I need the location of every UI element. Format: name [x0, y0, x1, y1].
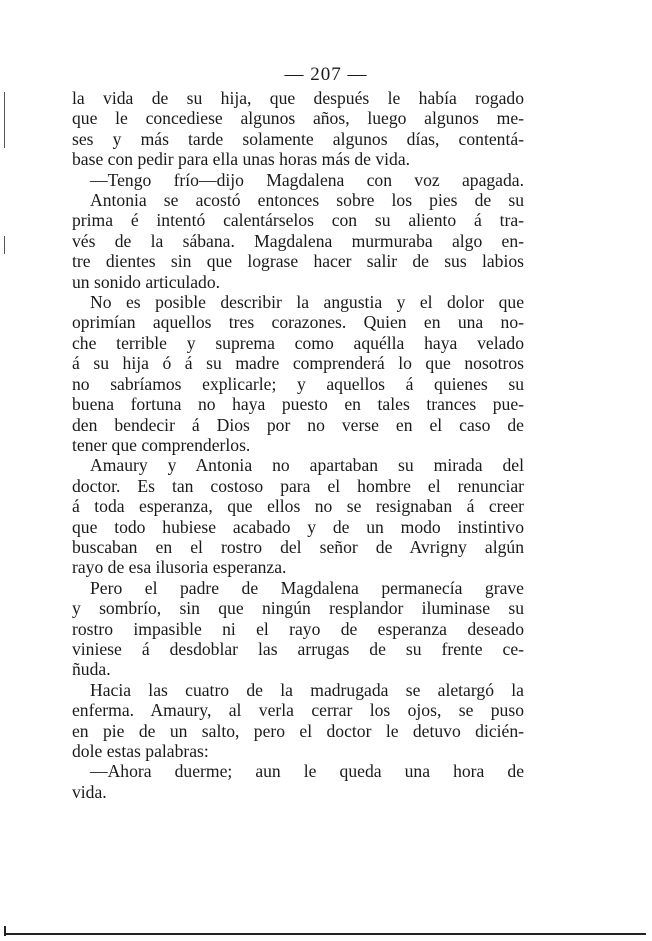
text-line: y sombrío, sin que ningún resplandor iluminase su [72, 598, 524, 619]
text-line: á su hija ó á su madre comprenderá lo que nosotros [72, 353, 524, 374]
page-number: — 207 — [284, 64, 368, 85]
text-line: ñuda. [72, 659, 111, 680]
text-line: buscaban en el rostro del señor de Avrigny algún [72, 536, 524, 557]
text-line: No es posible describir la angustia y el dolor que [90, 292, 524, 313]
text-line: un sonido articulado. [72, 271, 221, 292]
text-line: den bendecir á Dios por no verse en el caso de [72, 414, 524, 435]
text-line: prima é intentó calentárselos con su aliento á tra- [72, 210, 524, 231]
body-text [72, 88, 524, 802]
text-line: tre dientes sin que lograse hacer salir de sus labios [72, 251, 524, 272]
text-line: en pie de un salto, pero el doctor le detuvo dicién- [72, 720, 524, 741]
text-line: ses y más tarde solamente algunos días, contentá- [72, 128, 524, 149]
text-line: vida. [72, 781, 107, 802]
text-line: —Ahora duerme; aun le queda una hora de [90, 761, 524, 782]
text-line: oprimían aquellos tres corazones. Quien en una no- [72, 312, 524, 333]
text-line: rostro impasible ni el rayo de esperanza deseado [72, 618, 524, 639]
margin-mark [4, 92, 5, 148]
text-line: dole estas palabras: [72, 741, 209, 761]
text-line: que todo hubiese acabado y de un modo instintivo [72, 516, 524, 537]
margin-mark [4, 236, 5, 254]
text-line: que le concediese algunos años, luego algunos me- [72, 108, 524, 129]
text-line: no sabríamos explicarle; y aquellos á quienes su [72, 373, 524, 394]
text-line: á toda esperanza, que ellos no se resignaban á creer [72, 496, 524, 517]
text-line: rayo de esa ilusoria esperanza. [72, 557, 287, 578]
text-line: Hacia las cuatro de la madrugada se aletargó la [90, 679, 524, 700]
text-line: Antonia se acostó entonces sobre los pies de su [90, 190, 524, 211]
text-line: vés de la sábana. Magdalena murmuraba algo en- [72, 230, 524, 251]
text-line: doctor. Es tan costoso para el hombre el renunciar [72, 475, 524, 496]
text-line: tener que comprenderlos. [72, 434, 251, 455]
text-line: enferma. Amaury, al verla cerrar los ojos, se puso [72, 700, 524, 721]
page-bottom-rule [6, 933, 646, 935]
text-line: la vida de su hija, que después le había rogado [72, 88, 524, 108]
text-line: —Tengo frío—dijo Magdalena con voz apagada. [90, 169, 524, 190]
text-line: che terrible y suprema como aquélla haya velado [72, 332, 524, 353]
text-line: viniese á desdoblar las arrugas de su frente ce- [72, 638, 524, 659]
text-line: base con pedir para ella unas horas más de vida. [72, 149, 411, 170]
text-line: Pero el padre de Magdalena permanecía grave [90, 577, 524, 598]
text-line: Amaury y Antonia no apartaban su mirada del [90, 455, 524, 476]
text-line: buena fortuna no haya puesto en tales trances pue- [72, 394, 524, 415]
